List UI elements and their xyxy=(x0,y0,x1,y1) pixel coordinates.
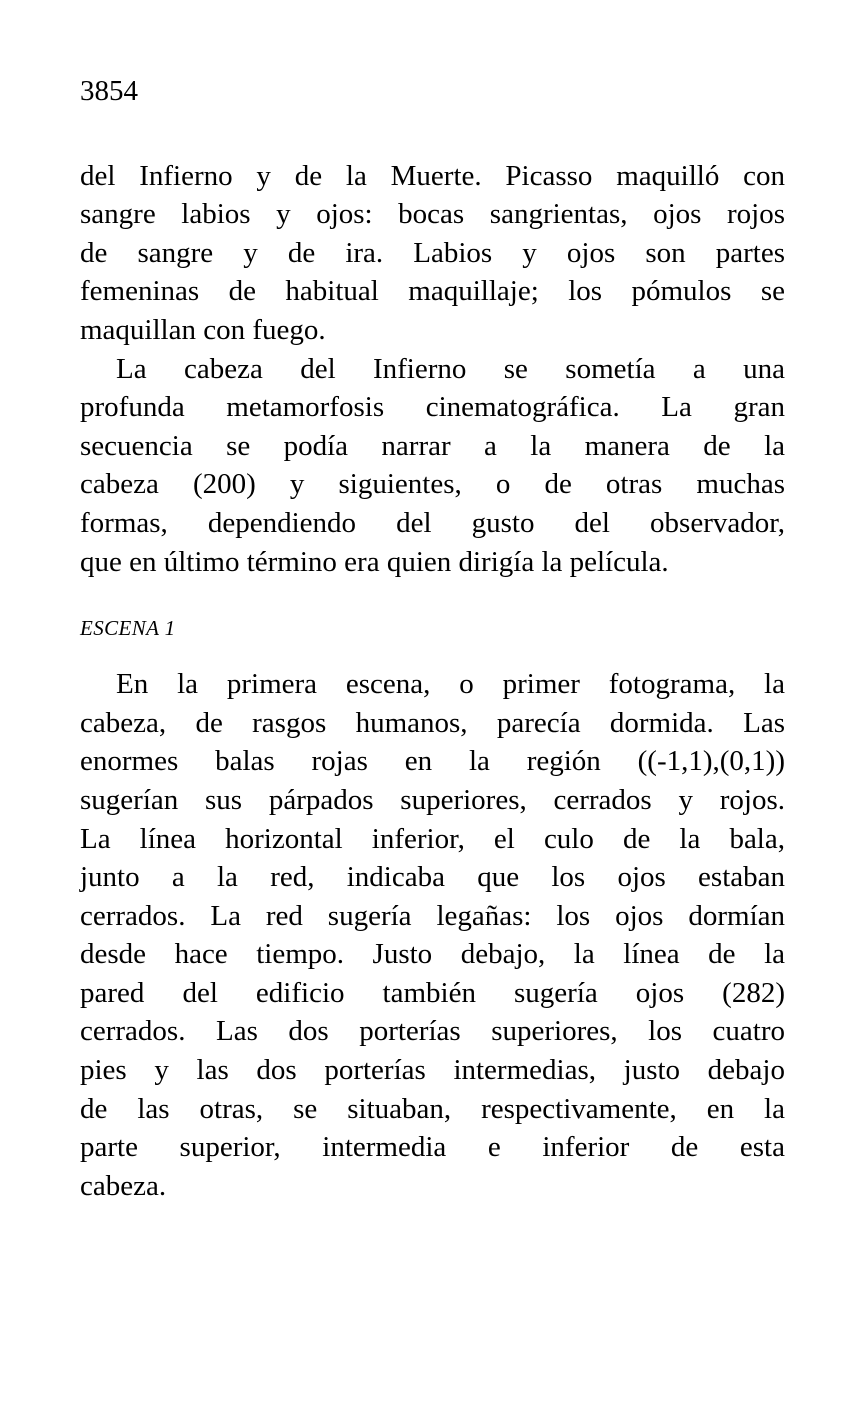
text-line: cabeza, de rasgos humanos, parecía dormida. Las xyxy=(80,706,785,739)
text-line: profunda metamorfosis cinematográfica. La gran xyxy=(80,391,785,424)
paragraph xyxy=(80,350,785,582)
paragraph xyxy=(80,665,785,1205)
text-line: de sangre y de ira. Labios y ojos son partes xyxy=(80,236,785,269)
paragraph xyxy=(80,157,785,350)
text-line: pared del edificio también sugería ojos (282) xyxy=(80,976,785,1009)
text-line: maquillan con fuego. xyxy=(80,313,326,346)
text-line: La cabeza del Infierno se sometía a una xyxy=(116,352,785,385)
page-number: 3854 xyxy=(80,75,138,107)
text-line: femeninas de habitual maquillaje; los pómulos se xyxy=(80,275,785,308)
text-line: En la primera escena, o primer fotograma, la xyxy=(116,668,785,701)
text-line: enormes balas rojas en la región ((-1,1),(0,1)) xyxy=(80,745,785,778)
text-line: sugerían sus párpados superiores, cerrados y rojos. xyxy=(80,783,785,816)
text-line: pies y las dos porterías intermedias, justo debajo xyxy=(80,1054,785,1087)
section-heading: ESCENA 1 xyxy=(80,616,176,641)
text-line: de las otras, se situaban, respectivamente, en la xyxy=(80,1092,785,1125)
text-line: desde hace tiempo. Justo debajo, la línea de la xyxy=(80,938,785,971)
text-line: cabeza (200) y siguientes, o de otras muchas xyxy=(80,468,785,501)
text-line: junto a la red, indicaba que los ojos estaban xyxy=(80,861,785,894)
text-line: La línea horizontal inferior, el culo de la bala, xyxy=(80,822,785,855)
text-line: cerrados. La red sugería legañas: los ojos dormían xyxy=(80,899,785,932)
text-line: sangre labios y ojos: bocas sangrientas, ojos rojos xyxy=(80,198,785,231)
text-line: que en último término era quien dirigía la película. xyxy=(80,545,669,578)
text-line: cerrados. Las dos porterías superiores, los cuatro xyxy=(80,1015,785,1048)
text-line: formas, dependiendo del gusto del observador, xyxy=(80,506,785,539)
page-body xyxy=(80,157,785,1206)
text-line: cabeza. xyxy=(80,1169,167,1202)
text-line: del Infierno y de la Muerte. Picasso maquilló con xyxy=(80,159,785,192)
text-line: parte superior, intermedia e inferior de esta xyxy=(80,1131,785,1164)
text-line: secuencia se podía narrar a la manera de la xyxy=(80,429,785,462)
